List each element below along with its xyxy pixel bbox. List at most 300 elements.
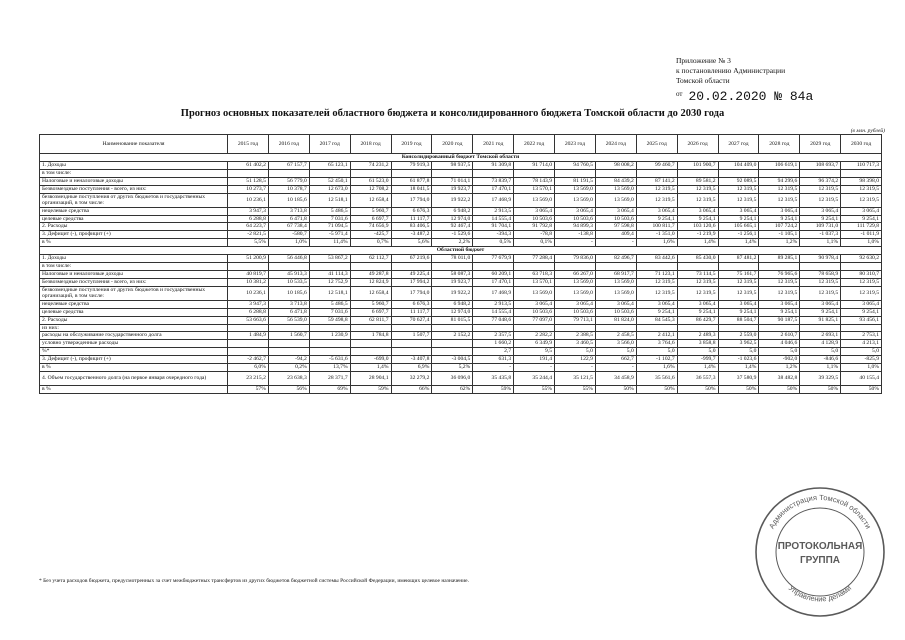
- value-cell: [228, 348, 269, 356]
- value-cell: 107 724,2: [759, 223, 800, 231]
- value-cell: 12 319,5: [677, 193, 718, 207]
- value-cell: 12 319,5: [636, 185, 677, 193]
- value-cell: 35 121,5: [555, 371, 596, 385]
- value-cell: 61 402,2: [228, 162, 269, 170]
- value-cell: 1,6%: [636, 364, 677, 372]
- value-cell: -94,2: [268, 356, 309, 364]
- value-cell: [268, 169, 309, 177]
- value-cell: [595, 169, 636, 177]
- value-cell: [309, 169, 350, 177]
- value-cell: 9 254,1: [636, 215, 677, 223]
- value-cell: [718, 324, 759, 332]
- value-cell: 631,3: [473, 356, 514, 364]
- value-cell: 13 570,1: [514, 278, 555, 286]
- value-cell: -78,8: [514, 231, 555, 239]
- value-cell: 83 406,5: [391, 223, 432, 231]
- appendix-line: Томской области: [676, 76, 730, 85]
- value-cell: 9 254,1: [718, 215, 759, 223]
- value-cell: 122,9: [555, 356, 596, 364]
- value-cell: 80 310,7: [841, 270, 882, 278]
- value-cell: 56 779,0: [268, 177, 309, 185]
- value-cell: [432, 340, 473, 348]
- table-row: [40, 348, 882, 356]
- value-cell: 61 877,8: [391, 177, 432, 185]
- value-cell: 409,4: [595, 231, 636, 239]
- value-cell: 53 867,2: [309, 255, 350, 263]
- value-cell: 64 223,7: [228, 223, 269, 231]
- value-cell: -5 971,4: [309, 231, 350, 239]
- value-cell: 3 713,8: [268, 207, 309, 215]
- value-cell: 17 468,9: [473, 286, 514, 300]
- value-cell: 13 569,0: [595, 185, 636, 193]
- row-label: в %: [40, 385, 228, 393]
- value-cell: 106 619,1: [759, 162, 800, 170]
- value-cell: 51 200,9: [228, 255, 269, 263]
- row-label: Безвозмездные поступления - всего, из них:: [40, 185, 228, 193]
- value-cell: 3 460,5: [555, 340, 596, 348]
- value-cell: 12 319,5: [636, 278, 677, 286]
- value-cell: 10 503,6: [595, 215, 636, 223]
- value-cell: 91 704,1: [473, 223, 514, 231]
- value-cell: [350, 340, 391, 348]
- value-cell: 10 503,6: [514, 308, 555, 316]
- year-header: 2016 год: [268, 135, 309, 154]
- value-cell: 1,1%: [800, 364, 841, 372]
- year-header: 2020 год: [432, 135, 473, 154]
- value-cell: 63 718,3: [514, 270, 555, 278]
- value-cell: 2 282,2: [514, 332, 555, 340]
- row-label: %*: [40, 348, 228, 356]
- table-row: [40, 239, 882, 247]
- value-cell: 49 225,4: [391, 270, 432, 278]
- value-cell: 12 319,5: [841, 286, 882, 300]
- value-cell: 10 533,5: [268, 278, 309, 286]
- section-row: [40, 247, 882, 255]
- table-row: [40, 177, 882, 185]
- value-cell: [432, 348, 473, 356]
- value-cell: 3 858,8: [677, 340, 718, 348]
- value-cell: 77 288,4: [514, 255, 555, 263]
- value-cell: 6 948,2: [432, 207, 473, 215]
- value-cell: 10 503,6: [555, 215, 596, 223]
- value-cell: [555, 324, 596, 332]
- value-cell: 12 319,5: [636, 193, 677, 207]
- section-title: Консолидированный бюджет Томской области: [40, 154, 882, 162]
- value-cell: 17 794,0: [391, 286, 432, 300]
- value-cell: 17 470,1: [473, 185, 514, 193]
- value-cell: 9,5: [514, 348, 555, 356]
- value-cell: 10 185,6: [268, 193, 309, 207]
- value-cell: 12 708,2: [350, 185, 391, 193]
- value-cell: -580,7: [268, 231, 309, 239]
- value-cell: [841, 324, 882, 332]
- table-row: [40, 278, 882, 286]
- value-cell: 5,2%: [432, 364, 473, 372]
- value-cell: -1 023,6: [718, 356, 759, 364]
- document-title: Прогноз основных показателей областного бюджета и консолидированного бюджета Томской области до 2030 года: [180, 108, 725, 119]
- value-cell: 70 627,4: [391, 316, 432, 324]
- value-cell: -3 407,8: [391, 356, 432, 364]
- value-cell: 1,4%: [677, 364, 718, 372]
- value-cell: 35 561,6: [636, 371, 677, 385]
- value-cell: [800, 169, 841, 177]
- value-cell: 10 378,7: [268, 185, 309, 193]
- value-cell: [309, 263, 350, 271]
- value-cell: 14 555,4: [473, 308, 514, 316]
- value-cell: 59%: [350, 385, 391, 393]
- value-cell: [228, 169, 269, 177]
- value-cell: 6 697,7: [350, 308, 391, 316]
- value-cell: 85 430,0: [677, 255, 718, 263]
- value-cell: 55%: [514, 385, 555, 393]
- value-cell: [391, 340, 432, 348]
- value-cell: 12 974,0: [432, 215, 473, 223]
- row-label: условно утвержденные расходы: [40, 340, 228, 348]
- value-cell: 12 658,4: [350, 193, 391, 207]
- value-cell: -: [514, 364, 555, 372]
- row-label: нецелевые средства: [40, 300, 228, 308]
- value-cell: 99 460,7: [636, 162, 677, 170]
- value-cell: 56 446,8: [268, 255, 309, 263]
- value-cell: [636, 324, 677, 332]
- value-cell: 2,2%: [432, 239, 473, 247]
- value-cell: 5,0: [841, 348, 882, 356]
- value-cell: 2 489,3: [677, 332, 718, 340]
- table-row: [40, 270, 882, 278]
- value-cell: 86 429,7: [677, 316, 718, 324]
- year-header: 2021 год: [473, 135, 514, 154]
- value-cell: 1,0%: [841, 364, 882, 372]
- value-cell: 73 839,7: [473, 177, 514, 185]
- value-cell: 40 819,7: [228, 270, 269, 278]
- value-cell: 13 569,0: [555, 193, 596, 207]
- value-cell: 5,0: [759, 348, 800, 356]
- row-label: 2. Расходы: [40, 316, 228, 324]
- value-cell: [636, 169, 677, 177]
- value-cell: 3 065,4: [841, 207, 882, 215]
- value-cell: -1 529,6: [432, 231, 473, 239]
- value-cell: 6 697,7: [350, 215, 391, 223]
- value-cell: 3 065,4: [718, 207, 759, 215]
- value-cell: [636, 263, 677, 271]
- value-cell: 88 504,7: [718, 316, 759, 324]
- value-cell: 6,9%: [391, 364, 432, 372]
- value-cell: -2 462,7: [228, 356, 269, 364]
- value-cell: [268, 324, 309, 332]
- value-cell: 12 518,1: [309, 193, 350, 207]
- value-cell: 12 752,9: [309, 278, 350, 286]
- value-cell: 3 065,4: [514, 300, 555, 308]
- value-cell: 3 065,4: [718, 300, 759, 308]
- row-label: 2. Расходы: [40, 223, 228, 231]
- year-header: 2028 год: [759, 135, 800, 154]
- value-cell: 7 031,6: [309, 308, 350, 316]
- value-cell: 3 065,4: [636, 300, 677, 308]
- table-row: [40, 340, 882, 348]
- year-header: 2024 год: [595, 135, 636, 154]
- value-cell: 0,1%: [514, 239, 555, 247]
- value-cell: 59%: [473, 385, 514, 393]
- year-header: 2030 год: [841, 135, 882, 154]
- value-cell: [268, 348, 309, 356]
- value-cell: -5 631,6: [309, 356, 350, 364]
- value-cell: [228, 340, 269, 348]
- value-cell: 5,0: [677, 348, 718, 356]
- value-cell: [759, 169, 800, 177]
- value-cell: 17 470,1: [473, 278, 514, 286]
- value-cell: -1 102,7: [636, 356, 677, 364]
- value-cell: 13 570,1: [514, 185, 555, 193]
- value-cell: 87 141,2: [636, 177, 677, 185]
- value-cell: 19 923,7: [432, 185, 473, 193]
- value-cell: 28 904,1: [350, 371, 391, 385]
- value-cell: 18 041,5: [391, 185, 432, 193]
- table-row: [40, 215, 882, 223]
- value-cell: 1 560,7: [268, 332, 309, 340]
- value-cell: 1,0%: [841, 239, 882, 247]
- value-cell: 110 717,3: [841, 162, 882, 170]
- value-cell: 1,1%: [800, 239, 841, 247]
- value-cell: 6 288,8: [228, 308, 269, 316]
- value-cell: 2 458,5: [595, 332, 636, 340]
- value-cell: 74 231,2: [350, 162, 391, 170]
- value-cell: 2 412,1: [636, 332, 677, 340]
- value-cell: 0,5%: [473, 239, 514, 247]
- value-cell: 62 811,7: [350, 316, 391, 324]
- value-cell: 71 094,5: [309, 223, 350, 231]
- row-label: 4. Объем государственного долга (на первое января очередного года): [40, 371, 228, 385]
- value-cell: 6 471,8: [268, 308, 309, 316]
- value-cell: 19 922,2: [432, 286, 473, 300]
- value-cell: 2 610,7: [759, 332, 800, 340]
- value-cell: 91 825,1: [800, 316, 841, 324]
- value-cell: -: [555, 239, 596, 247]
- value-cell: 90 978,4: [800, 255, 841, 263]
- table-row: [40, 223, 882, 231]
- table-row: [40, 193, 882, 207]
- value-cell: 2 357,5: [473, 332, 514, 340]
- value-cell: [473, 263, 514, 271]
- value-cell: 91 714,0: [514, 162, 555, 170]
- value-cell: -1 219,9: [677, 231, 718, 239]
- value-cell: 14 555,4: [473, 215, 514, 223]
- table-row: [40, 356, 882, 364]
- value-cell: 92 089,5: [718, 177, 759, 185]
- value-cell: 92 630,2: [841, 255, 882, 263]
- value-cell: 9 254,1: [759, 215, 800, 223]
- value-cell: 1,4%: [718, 364, 759, 372]
- value-cell: 1,6%: [636, 239, 677, 247]
- value-cell: 10 236,1: [228, 286, 269, 300]
- value-cell: -902,0: [759, 356, 800, 364]
- value-cell: 12 319,5: [800, 193, 841, 207]
- row-label: 3. Дефицит (-), профицит (+): [40, 231, 228, 239]
- value-cell: 67 157,7: [268, 162, 309, 170]
- value-cell: 1,4%: [718, 239, 759, 247]
- value-cell: 84 439,2: [595, 177, 636, 185]
- value-cell: 4 046,6: [759, 340, 800, 348]
- value-cell: 105 665,1: [718, 223, 759, 231]
- value-cell: 5 486,5: [309, 300, 350, 308]
- value-cell: 3 065,4: [677, 207, 718, 215]
- value-cell: 12 974,0: [432, 308, 473, 316]
- table-row: [40, 300, 882, 308]
- value-cell: 1 784,8: [350, 332, 391, 340]
- value-cell: 12 319,5: [759, 185, 800, 193]
- value-cell: [555, 263, 596, 271]
- value-cell: 6 288,8: [228, 215, 269, 223]
- value-cell: 1,2%: [759, 239, 800, 247]
- value-cell: 1,4%: [677, 239, 718, 247]
- value-cell: 50%: [636, 385, 677, 393]
- value-cell: 50%: [718, 385, 759, 393]
- value-cell: 82 496,7: [595, 255, 636, 263]
- value-cell: 89 581,2: [677, 177, 718, 185]
- value-cell: 9 254,1: [841, 215, 882, 223]
- row-label: в %: [40, 239, 228, 247]
- value-cell: [309, 324, 350, 332]
- value-cell: -: [473, 364, 514, 372]
- row-label: Налоговые и неналоговые доходы: [40, 270, 228, 278]
- table-row: [40, 332, 882, 340]
- row-label: 1. Доходы: [40, 255, 228, 263]
- value-cell: 5,0: [800, 348, 841, 356]
- value-cell: 93 456,1: [841, 316, 882, 324]
- value-cell: 5,0: [636, 348, 677, 356]
- value-cell: -: [595, 364, 636, 372]
- value-cell: 68 917,7: [595, 270, 636, 278]
- value-cell: [309, 348, 350, 356]
- value-cell: [595, 324, 636, 332]
- value-cell: [391, 324, 432, 332]
- value-cell: 6 349,9: [514, 340, 555, 348]
- value-cell: 53 663,6: [228, 316, 269, 324]
- table-row: [40, 286, 882, 300]
- value-cell: 61 523,0: [350, 177, 391, 185]
- value-cell: 75 161,7: [718, 270, 759, 278]
- stamp-line2: ГРУППА: [799, 555, 841, 566]
- table-row: [40, 255, 882, 263]
- value-cell: 11 117,7: [391, 308, 432, 316]
- value-cell: 3 566,0: [595, 340, 636, 348]
- value-cell: [800, 263, 841, 271]
- value-cell: [391, 263, 432, 271]
- value-cell: -1 011,9: [841, 231, 882, 239]
- value-cell: [473, 169, 514, 177]
- section-title: Областной бюджет: [40, 247, 882, 255]
- value-cell: 0,2%: [268, 364, 309, 372]
- table-row: [40, 263, 882, 271]
- value-cell: 5 960,7: [350, 300, 391, 308]
- value-cell: 3 065,4: [636, 207, 677, 215]
- value-cell: 6 676,3: [391, 207, 432, 215]
- units-note: (в млн. рублей): [850, 128, 885, 134]
- value-cell: -699,0: [350, 356, 391, 364]
- value-cell: 2 753,1: [841, 332, 882, 340]
- value-cell: 6 676,3: [391, 300, 432, 308]
- value-cell: 98 398,0: [841, 177, 882, 185]
- value-cell: 81 015,5: [432, 316, 473, 324]
- date-value: 20.02.2020 № 84а: [688, 89, 814, 104]
- row-label: нецелевые средства: [40, 207, 228, 215]
- budget-table: [39, 134, 882, 394]
- value-cell: 1 507,7: [391, 332, 432, 340]
- value-cell: 39 329,5: [800, 371, 841, 385]
- value-cell: 5,0: [718, 348, 759, 356]
- value-cell: [309, 340, 350, 348]
- year-header: 2019 год: [391, 135, 432, 154]
- value-cell: 12 319,5: [841, 185, 882, 193]
- value-cell: 12 319,5: [841, 193, 882, 207]
- value-cell: 50%: [759, 385, 800, 393]
- value-cell: 3 065,4: [514, 207, 555, 215]
- table-row: [40, 162, 882, 170]
- value-cell: [228, 324, 269, 332]
- value-cell: 79 713,1: [555, 316, 596, 324]
- value-cell: 12 319,5: [759, 286, 800, 300]
- value-cell: 10 273,7: [228, 185, 269, 193]
- value-cell: 12 319,5: [759, 278, 800, 286]
- value-cell: 81 191,5: [555, 177, 596, 185]
- row-label: в том числе:: [40, 169, 228, 177]
- value-cell: 97 598,8: [595, 223, 636, 231]
- year-header: 2025 год: [636, 135, 677, 154]
- value-cell: 6 948,2: [432, 300, 473, 308]
- value-cell: 35 244,4: [514, 371, 555, 385]
- value-cell: 45 913,3: [268, 270, 309, 278]
- value-cell: 100 811,7: [636, 223, 677, 231]
- value-cell: 67 738,4: [268, 223, 309, 231]
- value-cell: [391, 348, 432, 356]
- value-cell: 3 065,4: [595, 300, 636, 308]
- value-cell: 12 319,5: [800, 286, 841, 300]
- value-cell: 9 254,1: [800, 215, 841, 223]
- value-cell: -3 004,5: [432, 356, 473, 364]
- value-cell: 662,7: [595, 356, 636, 364]
- value-cell: 3 065,4: [800, 207, 841, 215]
- value-cell: 2 152,2: [432, 332, 473, 340]
- value-cell: 67 219,6: [391, 255, 432, 263]
- value-cell: 1,2%: [759, 364, 800, 372]
- value-cell: 12 319,5: [718, 286, 759, 300]
- value-cell: 12 673,0: [309, 185, 350, 193]
- value-cell: 3 764,6: [636, 340, 677, 348]
- value-cell: 191,4: [514, 356, 555, 364]
- value-cell: 62%: [432, 385, 473, 393]
- value-cell: 12 319,5: [718, 185, 759, 193]
- value-cell: [432, 169, 473, 177]
- value-cell: 3 065,4: [677, 300, 718, 308]
- row-label: Налоговые и неналоговые доходы: [40, 177, 228, 185]
- value-cell: 94 899,3: [555, 223, 596, 231]
- value-cell: 81 824,0: [595, 316, 636, 324]
- table-row: [40, 231, 882, 239]
- value-cell: -3 487,2: [391, 231, 432, 239]
- value-cell: 2 559,0: [718, 332, 759, 340]
- value-cell: 62 112,7: [350, 255, 391, 263]
- value-cell: [350, 169, 391, 177]
- value-cell: 5 486,5: [309, 207, 350, 215]
- value-cell: 9 254,1: [677, 215, 718, 223]
- value-cell: 66 267,0: [555, 270, 596, 278]
- value-cell: 3 713,8: [268, 300, 309, 308]
- value-cell: 77 048,6: [473, 316, 514, 324]
- value-cell: 2 693,1: [800, 332, 841, 340]
- value-cell: 11,4%: [309, 239, 350, 247]
- row-label: в %: [40, 364, 228, 372]
- value-cell: 9 254,1: [759, 308, 800, 316]
- value-cell: [432, 324, 473, 332]
